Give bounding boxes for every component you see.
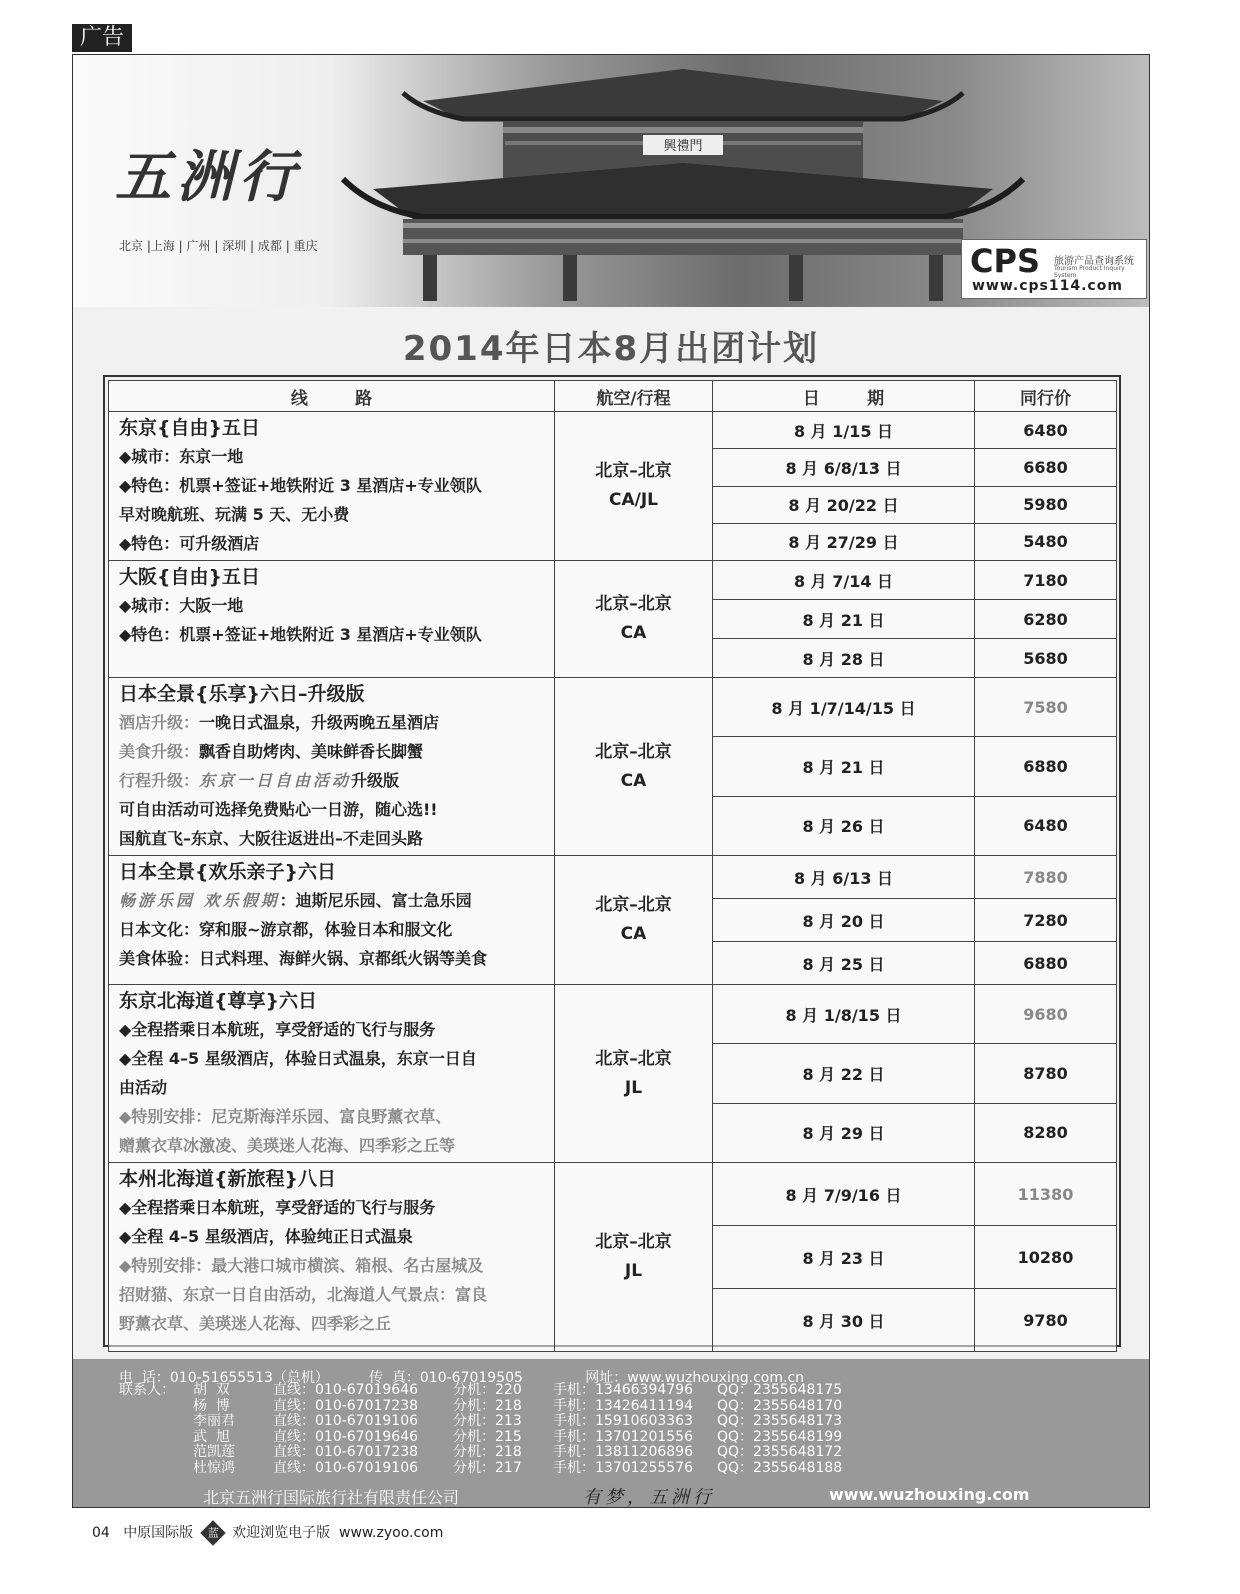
route-title: 本州北海道{新旅程}八日 [119,1168,337,1190]
route-line: ◆特色：可升级酒店 [119,534,260,553]
date-cell: 8 月 20/22 日 [713,486,975,523]
price-cell: 8780 [975,1044,1117,1103]
contact-name: 胡 双 [193,1382,230,1398]
contact-ext: 分机：215 [453,1428,522,1445]
route-line-gray: ◆特别安排：尼克斯海洋乐园、富良野薰衣草、 [119,1107,452,1126]
table-header-row [109,381,1117,412]
plan-table [108,380,1117,1352]
route-cell [109,412,555,561]
contact-row [193,1445,842,1461]
route-cell [109,985,555,1163]
contact-mobile: 手机：13426411194 [553,1397,693,1414]
route-line: 日本文化：穿和服~游京都，体验日本和服文化 [119,920,453,939]
contact-qq: QQ：2355648175 [717,1382,843,1398]
route-line: ◆全程搭乘日本航班，享受舒适的飞行与服务 [119,1198,436,1217]
price-cell: 7880 [975,856,1117,899]
phone-fax-web: 电 话：010-51655513（总机） 传 真：010-67019505 网址：www.wuzhouxing.com.cn [119,1370,805,1386]
contact-name: 李丽君 [193,1413,235,1430]
route-line: ◆全程搭乘日本航班，享受舒适的飞行与服务 [119,1020,436,1039]
route-title: 日本全景{乐享}六日–升级版 [119,683,365,705]
air-route: 北京–北京 [595,594,672,614]
air-cell [555,856,713,985]
route-line: 国航直飞–东京、大阪往返进出–不走回头路 [119,829,424,848]
date-cell: 8 月 1/7/14/15 日 [713,678,975,737]
date-cell: 8 月 6/13 日 [713,856,975,899]
date-cell: 8 月 26 日 [713,796,975,855]
route-line-gray: 野薰衣草、美瑛迷人花海、四季彩之丘 [119,1314,392,1333]
air-route: 北京–北京 [595,1232,672,1252]
cps-subtitle-en: Tourism Product Inquiry System [1054,265,1125,279]
contact-qq: QQ：2355648188 [717,1459,843,1476]
contact-direct: 直线：010-67017238 [273,1444,419,1461]
city-list: 北京 |上海 | 广州 | 深圳 | 成都 | 重庆 [119,239,318,253]
contact-ext: 分机：217 [453,1459,522,1476]
contact-row [193,1383,842,1399]
diamond-logo-icon: 蓝 [200,1520,225,1545]
price-cell: 6680 [975,449,1117,486]
contact-name: 范凯莲 [193,1444,235,1461]
contact-ext: 分机：218 [453,1397,522,1414]
route-cell [109,856,555,985]
date-cell: 8 月 6/8/13 日 [713,449,975,486]
cps-url: www.cps114.com [972,278,1123,294]
contact-direct: 直线：010-67019646 [273,1428,419,1445]
wuzhouxing-logo: 五洲行 [115,144,301,210]
route-line: 由活动 [119,1078,168,1097]
edition-name: 中原国际版 [123,1525,194,1541]
price-cell: 7580 [975,678,1117,737]
ad-tag: 广告 [72,24,132,52]
contact-name: 杜惊鸿 [193,1459,235,1476]
price-cell: 6480 [975,412,1117,449]
brush-line [119,886,544,915]
brush-line-text: ：迪斯尼乐园、富士急乐园 [279,891,472,910]
air-route: 北京–北京 [595,895,672,915]
e-edition-link[interactable]: 欢迎浏览电子版 www.zyoo.com [232,1525,444,1541]
brush-text: 畅游乐园 欢乐假期 [119,891,280,910]
date-cell: 8 月 21 日 [713,737,975,796]
contact-name: 武 旭 [193,1428,230,1445]
route-line: 美食体验：日式料理、海鲜火锅、京都纸火锅等美食 [119,949,488,968]
upgrade-line [119,737,544,766]
upgrade-label: 酒店升级： [119,713,200,732]
contact-ext: 分机：218 [453,1444,522,1461]
route-line: 早对晚航班、玩满 5 天、无小费 [119,505,350,524]
price-cell: 7280 [975,899,1117,942]
contact-direct: 直线：010-67019106 [273,1413,419,1430]
company-name: 北京五洲行国际旅行社有限责任公司 [203,1488,460,1507]
contact-direct: 直线：010-67017238 [273,1397,419,1414]
header-price: 同行价 [975,381,1117,412]
route-line: ◆全程 4–5 星级酒店，体验纯正日式温泉 [119,1227,413,1246]
date-cell: 8 月 29 日 [713,1103,975,1162]
upgrade-text: 飘香自助烤肉、美味鲜香长脚蟹 [199,742,424,761]
price-cell: 6880 [975,942,1117,985]
upgrade-label: 行程升级： [119,771,200,790]
table-row [109,561,1117,600]
contact-row [193,1399,842,1415]
table-row [109,856,1117,899]
air-cell [555,1163,713,1352]
price-cell: 7180 [975,561,1117,600]
price-cell: 6880 [975,737,1117,796]
upgrade-label: 美食升级： [119,742,200,761]
air-cell [555,678,713,856]
route-title: 大阪{自由}五日 [119,566,261,588]
plan-table-frame [103,375,1121,1347]
upgrade-line [119,708,544,737]
banner [73,55,1149,307]
contact-row [193,1461,842,1477]
date-cell: 8 月 7/9/16 日 [713,1163,975,1226]
route-line-gray: 赠薰衣草冰激凌、美瑛迷人花海、四季彩之丘等 [119,1136,456,1155]
contact-qq: QQ：2355648199 [717,1428,843,1445]
page-number: 04 [92,1525,110,1541]
air-route: 北京–北京 [595,741,672,762]
price-cell: 5480 [975,523,1117,560]
air-cell [555,412,713,561]
air-carrier: CA/JL [609,490,658,510]
route-title: 日本全景{欢乐亲子}六日 [119,861,337,883]
date-cell: 8 月 27/29 日 [713,523,975,560]
route-line: ◆城市：大阪一地 [119,596,244,615]
price-cell: 8280 [975,1103,1117,1162]
contact-mobile: 手机：13811206896 [553,1444,693,1461]
cps-name: CPS [970,242,1040,280]
price-cell: 6280 [975,600,1117,639]
date-cell: 8 月 7/14 日 [713,561,975,600]
route-line-gray: 招财猫、东京一日自由活动，北海道人气景点：富良 [119,1285,488,1304]
upgrade-text: 升级版 [351,771,400,790]
route-line: ◆全程 4–5 星级酒店，体验日式温泉，东京一日自 [119,1049,477,1068]
page-footer [92,1522,443,1542]
contact-qq: QQ：2355648172 [717,1444,843,1461]
air-carrier: JL [624,1077,643,1098]
contact-qq: QQ：2355648170 [717,1397,843,1414]
date-cell: 8 月 22 日 [713,1044,975,1103]
route-line: ◆特色：机票+签证+地铁附近 3 星酒店+专业领队 [119,625,482,644]
date-cell: 8 月 28 日 [713,639,975,678]
header-date: 日 期 [713,381,975,412]
date-cell: 8 月 1/8/15 日 [713,985,975,1044]
company-url[interactable]: www.wuzhouxing.com [829,1485,1030,1504]
air-route: 北京–北京 [595,1048,672,1069]
upgrade-line [119,766,544,795]
brush-text: 东京一日自由活动 [199,771,352,790]
date-cell: 8 月 21 日 [713,600,975,639]
table-row [109,678,1117,737]
air-cell [555,985,713,1163]
price-cell: 9780 [975,1289,1117,1352]
table-row [109,412,1117,449]
contact-mobile: 手机：15910603363 [553,1413,693,1430]
cps-logo [961,239,1147,299]
date-cell: 8 月 23 日 [713,1226,975,1289]
contact-footer [73,1359,1149,1507]
contact-ext: 分机：220 [453,1382,522,1398]
header-route: 线 路 [109,381,555,412]
air-route: 北京–北京 [595,461,672,481]
route-line: ◆特色：机票+签证+地铁附近 3 星酒店+专业领队 [119,476,482,495]
price-cell: 10280 [975,1226,1117,1289]
route-line-gray: ◆特别安排：最大港口城市横滨、箱根、名古屋城及 [119,1256,484,1275]
route-cell [109,561,555,678]
price-cell: 5680 [975,639,1117,678]
price-cell: 5980 [975,486,1117,523]
route-title: 东京{自由}五日 [119,417,261,439]
slogan: 有梦，五洲行 [583,1487,715,1508]
price-cell: 6480 [975,796,1117,855]
date-cell: 8 月 20 日 [713,899,975,942]
air-cell [555,561,713,678]
contact-qq: QQ：2355648173 [717,1413,843,1430]
route-cell [109,1163,555,1352]
gate-sign: 興禮門 [663,139,703,154]
price-cell: 11380 [975,1163,1117,1226]
date-cell: 8 月 1/15 日 [713,412,975,449]
table-row [109,1163,1117,1226]
contacts-label: 联系人： [119,1382,175,1398]
contact-mobile: 手机：13466394796 [553,1382,693,1398]
ad-frame [72,54,1150,1508]
contact-row [193,1414,842,1430]
contact-ext: 分机：213 [453,1413,522,1430]
page-title: 2014年日本8月出团计划 [402,329,820,369]
contact-name: 杨 博 [193,1397,230,1414]
contact-direct: 直线：010-67019646 [273,1382,419,1398]
air-carrier: CA [620,623,647,643]
contact-direct: 直线：010-67019106 [273,1459,419,1476]
air-carrier: CA [620,770,647,791]
date-cell: 8 月 30 日 [713,1289,975,1352]
price-cell: 9680 [975,985,1117,1044]
air-carrier: CA [620,924,647,944]
route-title: 东京北海道{尊享}六日 [119,990,318,1012]
contact-mobile: 手机：13701255576 [553,1459,693,1476]
table-row [109,985,1117,1044]
palace-gate-illustration [333,61,1033,301]
upgrade-text: 一晚日式温泉，升级两晚五星酒店 [199,713,440,732]
route-line: 可自由活动可选择免费贴心一日游，随心选!! [119,800,438,819]
route-cell [109,678,555,856]
air-carrier: JL [624,1261,643,1281]
route-line: ◆城市：东京一地 [119,447,244,466]
header-air: 航空/行程 [555,381,713,412]
contact-mobile: 手机：13701201556 [553,1428,693,1445]
cps-subtitle: 旅游产品查询系统 [1054,256,1134,267]
date-cell: 8 月 25 日 [713,942,975,985]
